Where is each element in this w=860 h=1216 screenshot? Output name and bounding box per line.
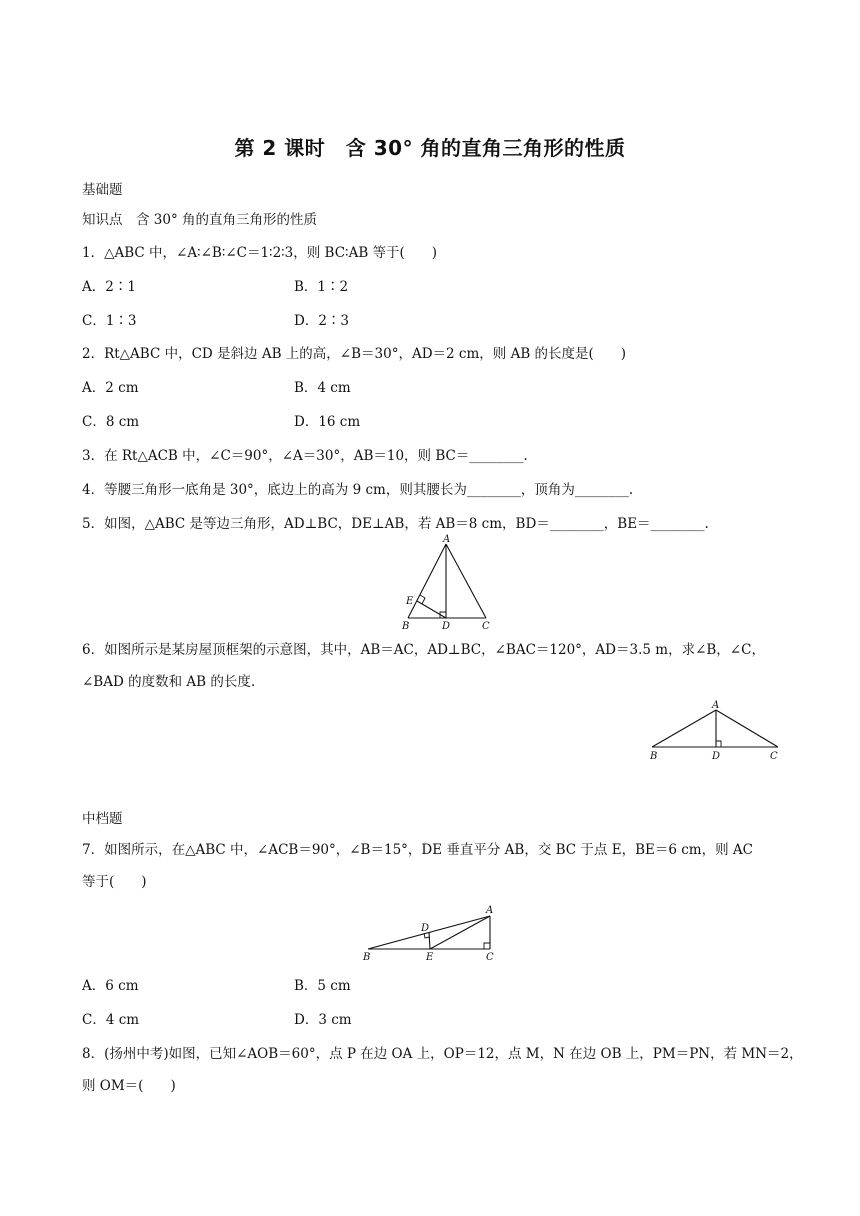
q6-stem-line2: ∠BAD 的度数和 AB 的长度. xyxy=(82,674,256,690)
q6-figure xyxy=(646,698,782,764)
q7-option-b: B．5 cm xyxy=(294,978,351,994)
q5-label-a: A xyxy=(443,534,451,545)
q5-label-b: B xyxy=(402,621,410,632)
page-title: 第 2 课时 含 30° 角的直角三角形的性质 xyxy=(234,136,626,160)
q5-stem: 5．如图，△ABC 是等边三角形，AD⊥BC，DE⊥AB，若 AB＝8 cm，BD＝________，BE＝________. xyxy=(82,516,709,532)
q7-label-a: A xyxy=(486,905,494,916)
q7-option-d: D．3 cm xyxy=(294,1012,352,1028)
q7-right-angle-c xyxy=(484,943,490,949)
q6-label-a: A xyxy=(712,700,720,711)
q6-label-b: B xyxy=(650,751,658,762)
q2-stem: 2．Rt△ABC 中，CD 是斜边 AB 上的高，∠B＝30°，AD＝2 cm，则 AB 的长度是( ) xyxy=(82,346,627,362)
q6-label-c: C xyxy=(770,751,778,762)
q1-option-c: C．1∶3 xyxy=(82,313,137,329)
q2-option-c: C．8 cm xyxy=(82,414,140,430)
q4-stem: 4．等腰三角形一底角是 30°，底边上的高为 9 cm，则其腰长为________，顶角为________. xyxy=(82,482,634,498)
q1-option-a: A．2∶1 xyxy=(82,279,136,295)
q7-option-c: C．4 cm xyxy=(82,1012,140,1028)
q6-side-ac xyxy=(716,710,778,747)
knowledge-point: 知识点 含 30° 角的直角三角形的性质 xyxy=(82,212,318,228)
q5-label-d: D xyxy=(442,621,451,632)
section-mid: 中档题 xyxy=(82,811,123,827)
q7-segment-ae xyxy=(430,916,490,949)
q5-label-c: C xyxy=(482,621,490,632)
section-basic: 基础题 xyxy=(82,182,123,198)
q7-segment-de xyxy=(429,932,430,949)
q6-side-ab xyxy=(652,710,716,747)
q8-stem-line1: 8．(扬州中考)如图，已知∠AOB＝60°，点 P 在边 OA 上，OP＝12，点 M，N 在边 OB 上，PM＝PN，若 MN＝2， xyxy=(82,1046,803,1062)
q7-label-d: D xyxy=(421,923,430,934)
q7-option-a: A．6 cm xyxy=(82,978,139,994)
q7-figure xyxy=(360,900,506,966)
q7-stem-line1: 7．如图所示，在△ABC 中，∠ACB＝90°，∠B＝15°，DE 垂直平分 AB，交 BC 于点 E，BE＝6 cm，则 AC xyxy=(82,842,753,858)
q7-label-c: C xyxy=(486,952,494,963)
q6-right-angle-d xyxy=(716,741,721,747)
q1-option-d: D．2∶3 xyxy=(294,313,350,329)
q3-stem: 3．在 Rt△ACB 中，∠C＝90°，∠A＝30°，AB＝10，则 BC＝________. xyxy=(82,448,528,464)
q2-option-b: B．4 cm xyxy=(294,380,351,396)
q8-stem-line2: 则 OM＝( ) xyxy=(82,1078,176,1094)
q5-label-e: E xyxy=(406,596,414,607)
q5-perp-de xyxy=(417,601,446,618)
q7-label-b: B xyxy=(363,952,371,963)
q1-option-b: B．1∶2 xyxy=(294,279,349,295)
q5-figure xyxy=(394,534,498,634)
q6-stem-line1: 6．如图所示是某房屋顶框架的示意图，其中，AB＝AC，AD⊥BC，∠BAC＝120°，AD＝3.5 m，求∠B，∠C， xyxy=(82,642,765,658)
q6-label-d: D xyxy=(712,751,721,762)
q7-label-e: E xyxy=(426,952,434,963)
q5-side-ac xyxy=(446,544,486,618)
q7-stem-line2: 等于( ) xyxy=(82,874,147,890)
q2-option-d: D．16 cm xyxy=(294,414,361,430)
q2-option-a: A．2 cm xyxy=(82,380,139,396)
q1-stem: 1．△ABC 中，∠A∶∠B∶∠C＝1∶2∶3，则 BC∶AB 等于( ) xyxy=(82,245,438,261)
